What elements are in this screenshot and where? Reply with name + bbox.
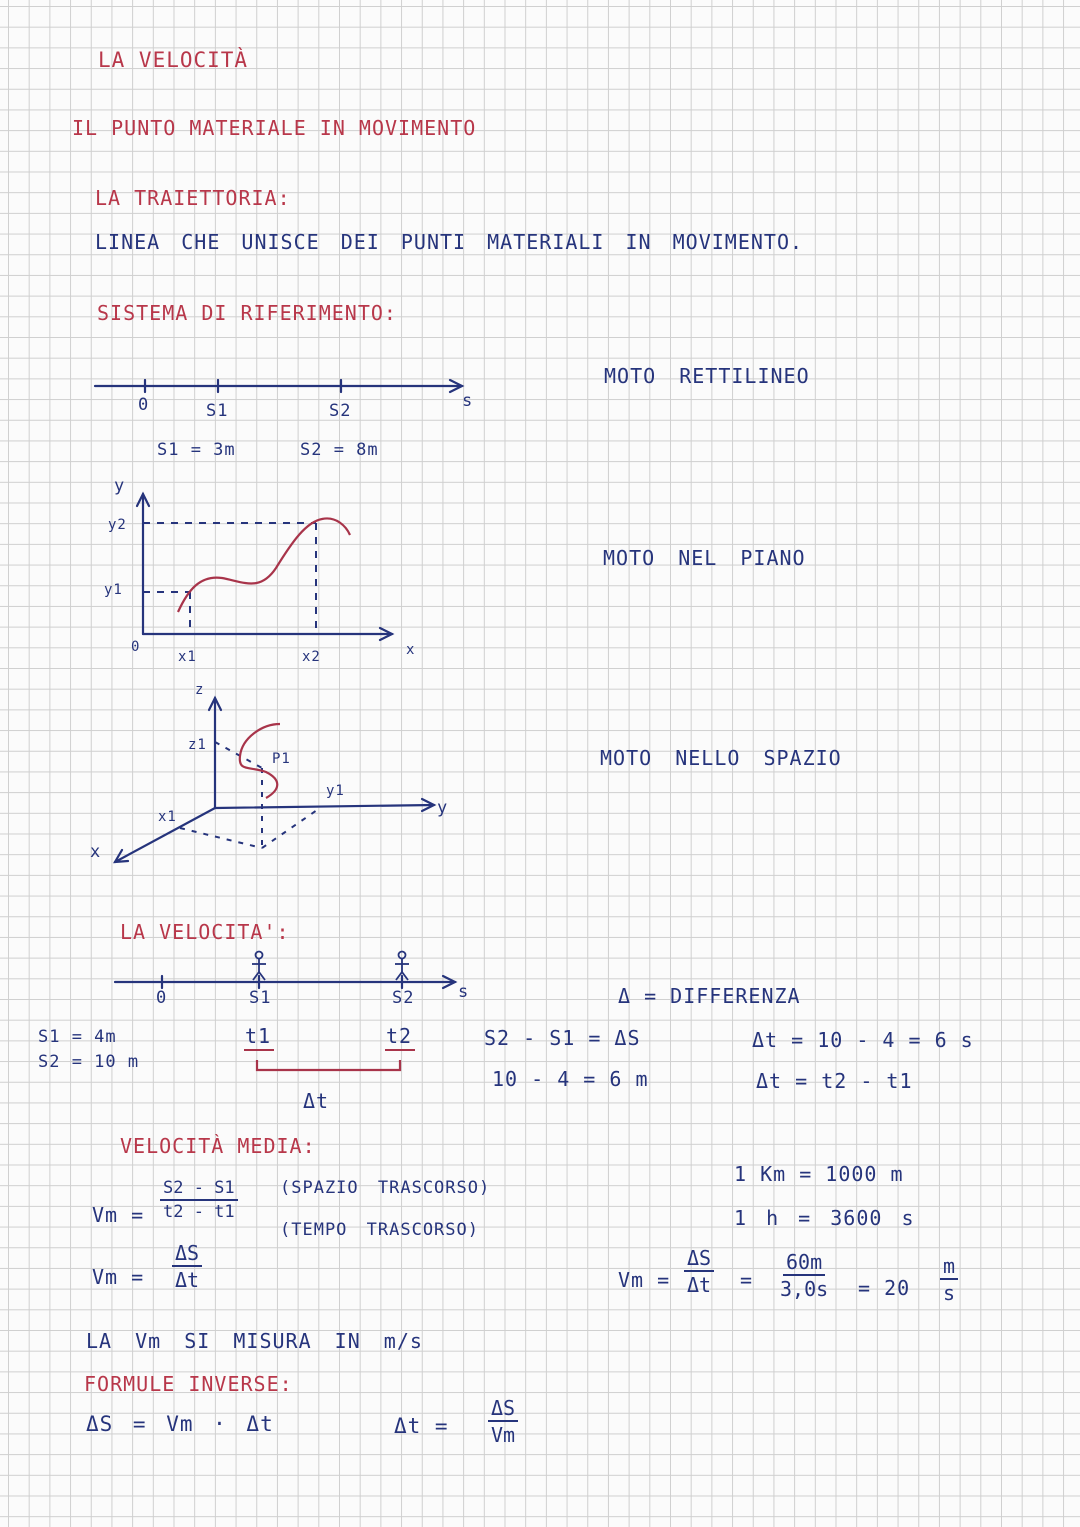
mean-velocity-heading: VELOCITÀ MEDIA: <box>120 1134 316 1158</box>
delta-t-bracket <box>257 1060 400 1070</box>
example-delta-fraction <box>684 1248 714 1295</box>
delta-t-denominator: Δt <box>175 1268 200 1292</box>
trajectory-heading: LA TRAIETTORIA: <box>95 186 291 210</box>
delta-s-numerator: ΔS <box>172 1243 202 1267</box>
example-delta-s: ΔS <box>684 1248 714 1272</box>
space-y1-label: y1 <box>326 783 345 799</box>
plane-y-label: y <box>114 476 126 496</box>
velocity-s1-label: S1 <box>249 988 272 1008</box>
example-result: = 20 <box>858 1276 911 1300</box>
vm-unit-sentence: LA Vm SI MISURA IN m/s <box>86 1329 423 1353</box>
velocity-heading: LA VELOCITA': <box>120 920 290 944</box>
inverse-fraction <box>488 1398 518 1445</box>
space-z1-label: z1 <box>188 737 207 753</box>
vm-label-2: Vm = <box>92 1265 145 1289</box>
plane-y2-label: y2 <box>108 517 127 533</box>
example-delta-t: Δt <box>687 1273 712 1297</box>
space-caption: MOTO NELLO SPAZIO <box>600 746 842 770</box>
km-conversion: 1 Km = 1000 m <box>734 1162 904 1186</box>
inverse-denominator: Vm <box>491 1423 516 1447</box>
linear-s1-label: S1 <box>206 401 229 421</box>
t1-label: t1 <box>245 1024 272 1048</box>
delta-definition: Δ = DIFFERENZA <box>618 984 801 1008</box>
linear-s2-value: S2 = 8m <box>300 440 379 460</box>
inverse-formulas-heading: FORMULE INVERSE: <box>84 1372 293 1396</box>
space-z-label: z <box>195 682 205 698</box>
velocity-s-axis-label: s <box>458 982 470 1002</box>
example-vm-label: Vm = <box>618 1268 671 1292</box>
unit-seconds: s <box>943 1281 956 1305</box>
linear-axis-label: s <box>462 391 474 411</box>
vm-numerator: S2 - S1 <box>160 1180 238 1201</box>
s1-value: S1 = 4m <box>38 1027 117 1047</box>
linear-caption: MOTO RETTILINEO <box>604 364 810 388</box>
example-space-value: 60m <box>783 1252 825 1276</box>
delta-t-value: Δt = 10 - 4 = 6 s <box>752 1028 974 1052</box>
plane-origin-label: 0 <box>131 639 141 655</box>
space-x1-label: x1 <box>158 809 177 825</box>
unit-fraction <box>940 1256 958 1303</box>
space-y-label: y <box>437 798 449 818</box>
linear-origin-label: 0 <box>138 395 150 415</box>
s2-value: S2 = 10 m <box>38 1052 140 1072</box>
vm-delta-fraction <box>172 1243 202 1290</box>
inverse-numerator: ΔS <box>488 1398 518 1422</box>
linear-s2-label: S2 <box>329 401 352 421</box>
linear-s1-value: S1 = 3m <box>157 440 236 460</box>
velocity-origin-label: 0 <box>156 988 168 1008</box>
velocity-s2-label: S2 <box>392 988 415 1008</box>
vm-label: Vm = <box>92 1203 145 1227</box>
example-equals-1: = <box>740 1268 754 1292</box>
inverse-formula-1: ΔS = Vm · Δt <box>86 1412 274 1436</box>
plane-y1-label: y1 <box>104 582 123 598</box>
time-note: (TEMPO TRASCORSO) <box>280 1220 479 1240</box>
plane-x1-label: x1 <box>178 649 197 665</box>
space-x-label: x <box>90 842 102 862</box>
reference-heading: SISTEMA DI RIFERIMENTO: <box>97 301 397 325</box>
unit-meters: m <box>940 1256 958 1280</box>
plane-caption: MOTO NEL PIANO <box>603 546 806 570</box>
plane-x-label: x <box>406 642 416 658</box>
section-title: IL PUNTO MATERIALE IN MOVIMENTO <box>72 116 477 140</box>
space-note: (SPAZIO TRASCORSO) <box>280 1178 491 1198</box>
example-value-fraction <box>780 1252 828 1299</box>
hour-conversion: 1 h = 3600 s <box>734 1206 915 1230</box>
delta-s-equation: S2 - S1 = ΔS <box>484 1026 641 1050</box>
page-title: LA VELOCITÀ <box>98 48 249 72</box>
plane-x2-label: x2 <box>302 649 321 665</box>
trajectory-definition: LINEA CHE UNISCE DEI PUNTI MATERIALI IN MOVIMENTO. <box>95 230 804 254</box>
inverse-formula-2-label: Δt = <box>394 1414 449 1438</box>
example-time-value: 3,0s <box>780 1277 829 1301</box>
vm-fraction <box>160 1180 238 1221</box>
delta-s-value: 10 - 4 = 6 m <box>492 1067 649 1091</box>
delta-t-label: Δt <box>303 1089 330 1113</box>
delta-t-equation: Δt = t2 - t1 <box>756 1069 913 1093</box>
vm-denominator: t2 - t1 <box>163 1202 235 1222</box>
space-p1-label: P1 <box>272 751 291 767</box>
t2-label: t2 <box>386 1024 413 1048</box>
